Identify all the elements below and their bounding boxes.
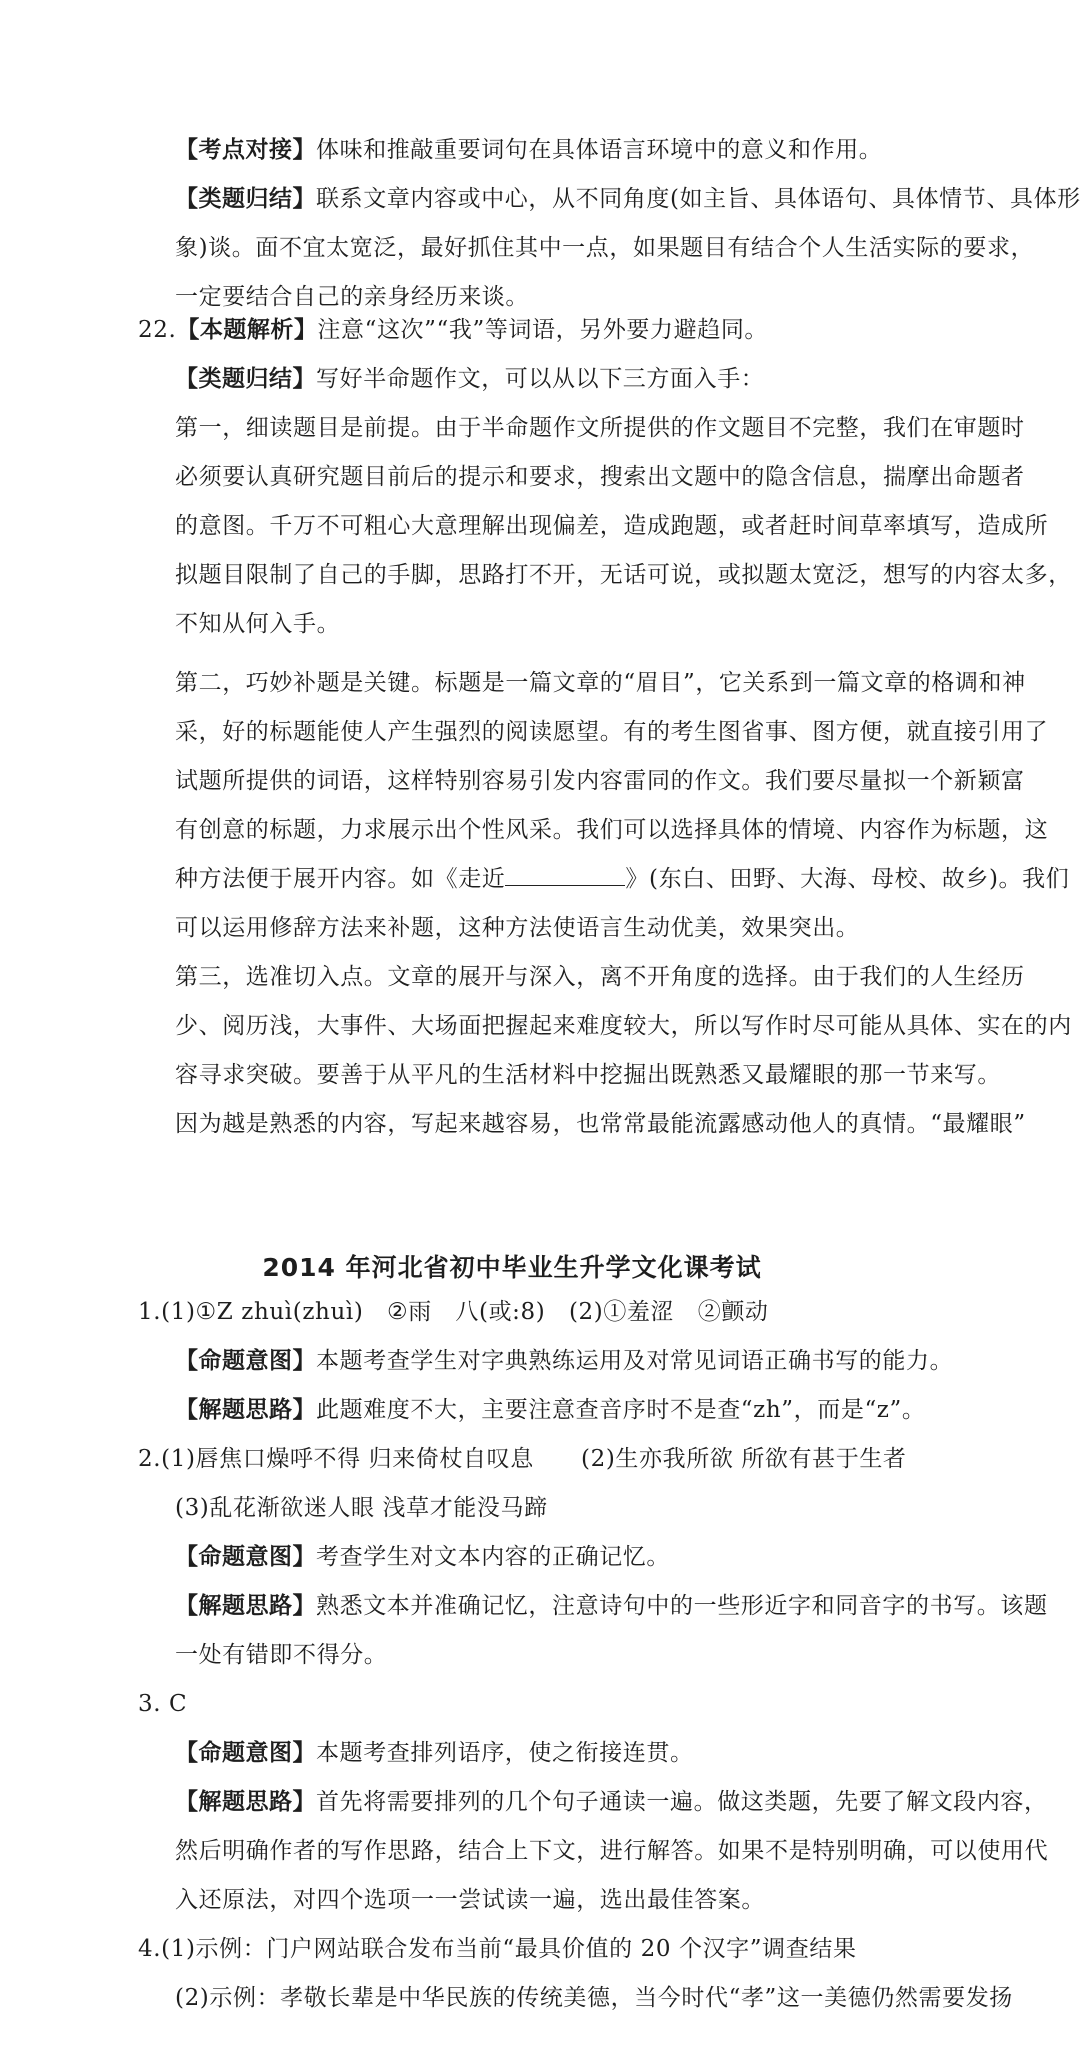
- q22-line: [138, 314, 768, 346]
- a1-answer: [138, 1296, 769, 1328]
- benti-tag: 【本题解析】: [176, 317, 318, 343]
- silu-text: 熟悉文本并准确记忆，注意诗句中的一些形近字和同音字的书写。该题: [316, 1593, 1048, 1619]
- yitu-text: 考查学生对文本内容的正确记忆。: [316, 1544, 670, 1570]
- p2-line-2: 采，好的标题能使人产生强烈的阅读愿望。有的考生图省事、图方便，就直接引用了: [175, 719, 1049, 745]
- leiti-text: 写好半命题作文，可以从以下三方面入手：: [316, 366, 765, 392]
- fill-blank: [505, 867, 625, 886]
- leiti-tag: 【类题归结】: [175, 186, 316, 212]
- question-number: 4.: [138, 1936, 162, 1962]
- p3-line-1: 第三，选准切入点。文章的展开与深入，离不开角度的选择。由于我们的人生经历: [175, 964, 1025, 990]
- a3-silu-3: 入还原法，对四个选项一一尝试读一遍，选出最佳答案。: [175, 1887, 765, 1913]
- a1-yitu: [175, 1345, 953, 1377]
- leiti-line-1: [175, 183, 1081, 215]
- exam-title: 2014 年河北省初中毕业生升学文化课考试: [262, 1253, 762, 1282]
- a4-answer-1: [138, 1933, 857, 1965]
- p2-line-4: 有创意的标题，力求展示出个性风采。我们可以选择具体的情境、内容作为标题，这: [175, 817, 1049, 843]
- a2-silu-1: [175, 1590, 1048, 1622]
- answer-text: (1)唇焦口燥呼不得 归来倚杖自叹息 (2)生亦我所欲 所欲有甚于生者: [161, 1446, 907, 1472]
- question-number: 2.: [138, 1446, 162, 1472]
- leiti-line-3: 一定要结合自己的亲身经历来谈。: [175, 284, 529, 310]
- p3-line-4: 因为越是熟悉的内容，写起来越容易，也常常最能流露感动他人的真情。“最耀眼”: [175, 1111, 1026, 1137]
- a3-silu-2: 然后明确作者的写作思路，结合上下文，进行解答。如果不是特别明确，可以使用代: [175, 1838, 1049, 1864]
- question-number: 22.: [138, 317, 177, 343]
- answer-text: (1)①Z zhuì(zhuì) ②雨 八(或:8) (2)①羞涩 ②颤动: [161, 1299, 769, 1325]
- leiti-line-2: 象)谈。面不宜太宽泛，最好抓住其中一点，如果题目有结合个人生活实际的要求，: [175, 235, 1035, 261]
- p3-line-2: 少、阅历浅，大事件、大场面把握起来难度较大，所以写作时尽可能从具体、实在的内: [175, 1013, 1072, 1039]
- p1-line-3: 的意图。千万不可粗心大意理解出现偏差，造成跑题，或者赶时间草率填写，造成所: [175, 513, 1049, 539]
- a2-answer-1: [138, 1443, 907, 1475]
- yitu-tag: 【命题意图】: [175, 1740, 316, 1766]
- a4-answer-2: (2)示例：孝敬长辈是中华民族的传统美德，当今时代“孝”这一美德仍然需要发扬: [175, 1985, 1013, 2011]
- p2-line-5-end: 》(东白、田野、大海、母校、故乡)。我们: [625, 866, 1070, 892]
- a2-answer-2: (3)乱花渐欲迷人眼 浅草才能没马蹄: [175, 1495, 548, 1521]
- a3-answer: 3. C: [138, 1691, 188, 1717]
- kaodian-text: 体味和推敲重要词句在具体语言环境中的意义和作用。: [316, 137, 883, 163]
- p2-line-5-start: 种方法便于展开内容。如《走近: [175, 866, 506, 892]
- benti-text: 注意“这次”“我”等词语，另外要力避趋同。: [317, 317, 769, 343]
- a2-yitu: [175, 1541, 670, 1573]
- answer-text: (1)示例：门户网站联合发布当前“最具价值的 20 个汉字”调查结果: [161, 1936, 857, 1962]
- yitu-text: 本题考查学生对字典熟练运用及对常见词语正确书写的能力。: [316, 1348, 954, 1374]
- silu-tag: 【解题思路】: [175, 1789, 316, 1815]
- silu-tag: 【解题思路】: [175, 1397, 316, 1423]
- p2-line-3: 试题所提供的词语，这样特别容易引发内容雷同的作文。我们要尽量拟一个新颖富: [175, 768, 1025, 794]
- a2-silu-2: 一处有错即不得分。: [175, 1642, 388, 1668]
- p1-line-2: 必须要认真研究题目前后的提示和要求，搜索出文题中的隐含信息，揣摩出命题者: [175, 464, 1025, 490]
- a3-yitu: [175, 1737, 694, 1769]
- p2-line-5: [175, 863, 1069, 895]
- silu-text: 首先将需要排列的几个句子通读一遍。做这类题，先要了解文段内容，: [316, 1789, 1048, 1815]
- p3-line-3: 容寻求突破。要善于从平凡的生活材料中挖掘出既熟悉又最耀眼的那一节来写。: [175, 1062, 1001, 1088]
- kaodian-tag: 【考点对接】: [175, 137, 316, 163]
- a1-silu: [175, 1394, 925, 1426]
- a3-silu-1: [175, 1786, 1048, 1818]
- silu-tag: 【解题思路】: [175, 1593, 316, 1619]
- question-number: 1.: [138, 1299, 162, 1325]
- kaodian-line: [175, 134, 882, 166]
- p1-line-4: 拟题目限制了自己的手脚，思路打不开，无话可说，或拟题太宽泛，想写的内容太多，: [175, 562, 1072, 588]
- p2-line-1: 第二，巧妙补题是关键。标题是一篇文章的“眉目”，它关系到一篇文章的格调和神: [175, 670, 1026, 696]
- yitu-text: 本题考查排列语序，使之衔接连贯。: [316, 1740, 694, 1766]
- p1-line-5: 不知从何入手。: [175, 611, 341, 637]
- yitu-tag: 【命题意图】: [175, 1544, 316, 1570]
- q22-leiti-line: [175, 363, 764, 395]
- yitu-tag: 【命题意图】: [175, 1348, 316, 1374]
- leiti-tag: 【类题归结】: [175, 366, 316, 392]
- leiti-text: 联系文章内容或中心，从不同角度(如主旨、具体语句、具体情节、具体形: [316, 186, 1081, 212]
- p2-line-6: 可以运用修辞方法来补题，这种方法使语言生动优美，效果突出。: [175, 915, 860, 941]
- silu-text: 此题难度不大，主要注意查音序时不是查“zh”，而是“z”。: [316, 1397, 926, 1423]
- p1-line-1: 第一，细读题目是前提。由于半命题作文所提供的作文题目不完整，我们在审题时: [175, 415, 1025, 441]
